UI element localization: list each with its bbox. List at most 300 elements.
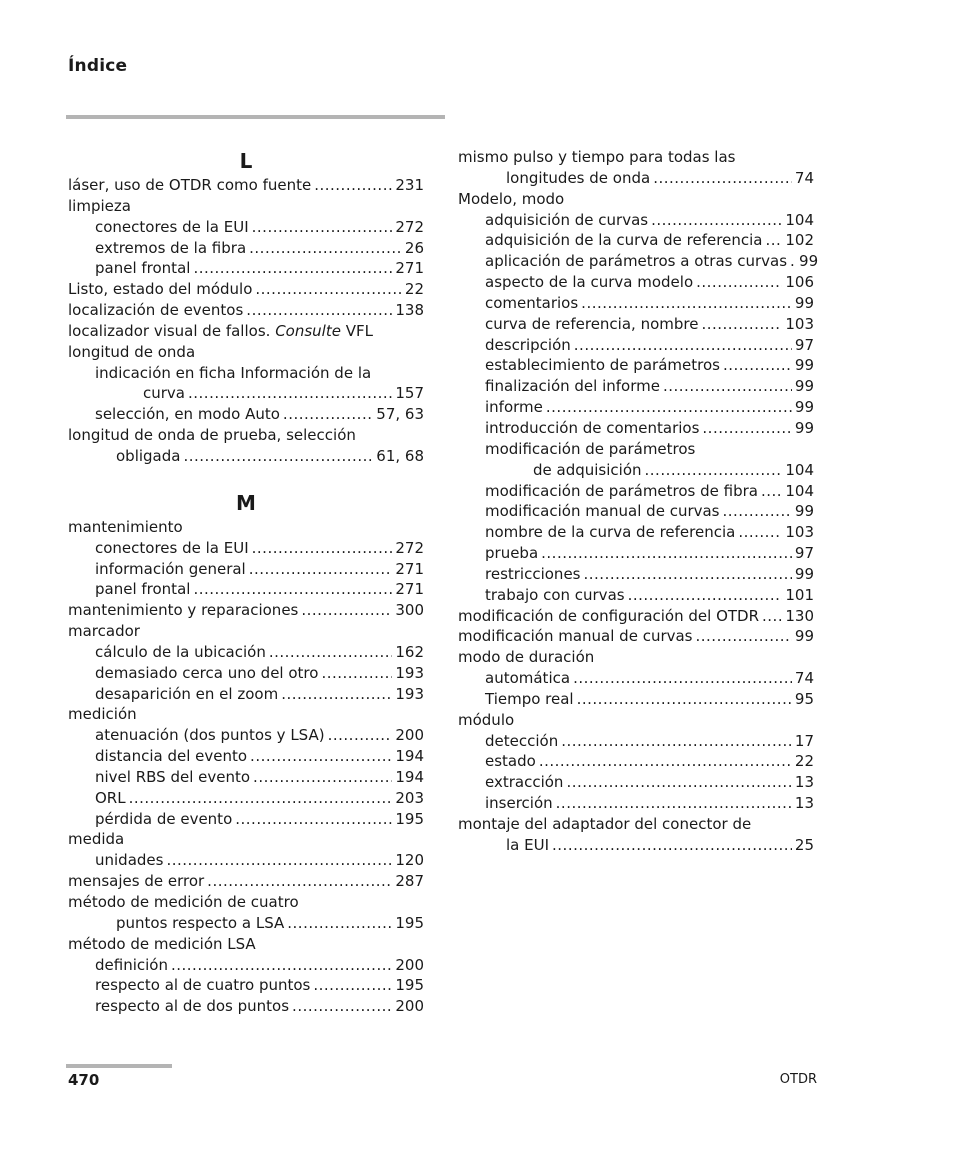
- entry-text: curva de referencia, nombre: [485, 314, 699, 333]
- entry-text: panel frontal: [95, 259, 191, 278]
- section-letter-l: L: [239, 149, 253, 173]
- entry-text: respecto al de cuatro puntos: [95, 976, 311, 995]
- entry-line: [68, 600, 424, 621]
- dot-leader: [252, 538, 393, 559]
- index-subentry: [68, 996, 424, 1017]
- entry-page-ref: 130: [785, 606, 814, 625]
- entry-line-continued: [68, 446, 424, 467]
- entry-text: distancia del evento: [95, 747, 248, 766]
- entry-page-ref: 26: [404, 238, 424, 257]
- entry-page-ref: 271: [395, 580, 424, 599]
- entry-line: [458, 814, 814, 835]
- index-subentry: [458, 501, 814, 522]
- index-subentry: [458, 439, 814, 481]
- entry-text: demasiado cerca uno del otro: [95, 663, 319, 682]
- entry-page-ref: 103: [785, 314, 814, 333]
- entry-line: [458, 647, 814, 668]
- entry-text: extracción: [485, 773, 564, 792]
- entry-line: [68, 892, 424, 913]
- entry-line: [485, 230, 814, 251]
- index-subentry: [458, 731, 814, 752]
- dot-leader: [628, 585, 783, 606]
- dot-leader: [207, 871, 392, 892]
- entry-text: extremos de la fibra: [95, 238, 247, 257]
- entry-text: automática: [485, 669, 571, 688]
- index-entry: [458, 814, 814, 856]
- entry-line: [95, 996, 424, 1017]
- entry-line: [95, 663, 424, 684]
- index-subentry: [458, 355, 814, 376]
- dot-leader: [328, 725, 393, 746]
- entry-page-ref: 99: [794, 377, 814, 396]
- entry-line: [95, 850, 424, 871]
- index-entry: [68, 934, 424, 955]
- index-entry: [68, 621, 424, 642]
- entry-line: [485, 376, 814, 397]
- index-subentry: [68, 258, 424, 279]
- entry-line: [485, 251, 819, 272]
- entry-page-ref: 193: [395, 684, 424, 703]
- index-subentry: [458, 230, 814, 251]
- dot-leader: [314, 175, 392, 196]
- entry-page-ref: 99: [794, 293, 814, 312]
- document-name: OTDR: [779, 1072, 817, 1087]
- index-subentry: [458, 793, 814, 814]
- dot-leader: [183, 446, 373, 467]
- entry-text: definición: [95, 955, 168, 974]
- dot-leader: [696, 626, 792, 647]
- entry-text: marcador: [68, 622, 140, 641]
- entry-line: [485, 293, 814, 314]
- dot-leader: [723, 501, 792, 522]
- index-subentry: [68, 363, 424, 405]
- entry-page-ref: 200: [395, 955, 424, 974]
- entry-text: medición: [68, 705, 137, 724]
- entry-page-ref: 13: [794, 794, 814, 813]
- dot-leader: [702, 418, 792, 439]
- entry-line: [95, 642, 424, 663]
- dot-leader: [574, 335, 792, 356]
- index-subentry: [458, 751, 814, 772]
- entry-line: [458, 626, 814, 647]
- entry-line: [485, 355, 814, 376]
- index-entry: [458, 647, 814, 668]
- dot-leader: [193, 258, 392, 279]
- entry-text: descripción: [485, 335, 571, 354]
- entry-text: indicación en ficha Información de la: [95, 363, 372, 382]
- entry-page-ref: 101: [785, 585, 814, 604]
- dot-leader: [246, 300, 392, 321]
- entry-page-ref: 195: [395, 976, 424, 995]
- entry-text: establecimiento de parámetros: [485, 356, 720, 375]
- entry-page-ref: 157: [395, 384, 424, 403]
- entry-text: longitud de onda de prueba, selección: [68, 426, 356, 445]
- entry-page-ref: 104: [785, 481, 814, 500]
- entry-text: restricciones: [485, 564, 581, 583]
- entry-page-ref: 195: [395, 809, 424, 828]
- section-spacer: [68, 467, 424, 489]
- entry-line: [485, 210, 814, 231]
- entry-text: Modelo, modo: [458, 189, 565, 208]
- entry-line: [95, 725, 424, 746]
- index-entry: [458, 626, 814, 647]
- index-entry: [458, 147, 814, 189]
- dot-leader: [581, 293, 792, 314]
- header-title: Índice: [68, 56, 128, 76]
- entry-line: [485, 418, 814, 439]
- index-subentry: [68, 559, 424, 580]
- index-subentry: [458, 668, 814, 689]
- entry-text: nombre de la curva de referencia: [485, 523, 736, 542]
- dot-leader: [269, 642, 393, 663]
- index-subentry: [458, 397, 814, 418]
- entry-text: láser, uso de OTDR como fuente: [68, 176, 312, 194]
- entry-line: [95, 975, 424, 996]
- entry-page-ref: 272: [395, 217, 424, 236]
- dot-leader: [301, 600, 392, 621]
- entry-text: modificación de parámetros de fibra: [485, 481, 758, 500]
- entry-line-continued: [458, 835, 814, 856]
- dot-leader: [790, 251, 796, 272]
- entry-text: informe: [485, 398, 543, 417]
- dot-leader: [761, 481, 782, 502]
- entry-line: [485, 772, 814, 793]
- entry-line: [68, 829, 424, 850]
- entry-line: [95, 538, 424, 559]
- index-subentry: [68, 767, 424, 788]
- entry-text: ORL: [95, 788, 126, 807]
- index-subentry: [458, 418, 814, 439]
- entry-see-reference: Consulte: [275, 321, 341, 340]
- dot-leader: [653, 168, 792, 189]
- entry-text-continued: curva: [143, 384, 185, 403]
- dot-leader: [541, 543, 792, 564]
- entry-page-ref: 300: [395, 601, 424, 620]
- dot-leader: [696, 272, 782, 293]
- entry-page-ref: 99: [794, 398, 814, 417]
- entry-text: adquisición de curvas: [485, 210, 649, 229]
- index-subentry: [68, 538, 424, 559]
- entry-page-ref: 162: [395, 642, 424, 661]
- entry-text: conectores de la EUI: [95, 538, 249, 557]
- entry-text: cálculo de la ubicación: [95, 642, 266, 661]
- dot-leader: [166, 850, 392, 871]
- dot-leader: [250, 746, 392, 767]
- entry-text: Listo, estado del módulo: [68, 280, 253, 299]
- index-entry: [68, 704, 424, 725]
- entry-see-target: VFL: [345, 321, 373, 340]
- entry-page-ref: 97: [794, 335, 814, 354]
- dot-leader: [283, 404, 373, 425]
- index-entry: [68, 517, 424, 538]
- entry-text: medida: [68, 830, 125, 849]
- dot-leader: [765, 230, 782, 251]
- entry-line-continued: [95, 383, 424, 404]
- entry-line: [95, 788, 424, 809]
- index-subentry: [458, 772, 814, 793]
- entry-text: montaje del adaptador del conector de: [458, 815, 752, 833]
- index-column-left: [68, 147, 424, 1017]
- entry-line: [68, 425, 424, 446]
- entry-line: [485, 668, 814, 689]
- entry-page-ref: 99: [794, 502, 814, 521]
- entry-line: [68, 704, 424, 725]
- entry-text: unidades: [95, 851, 164, 870]
- entry-text-continued: longitudes de onda: [506, 168, 651, 187]
- dot-leader: [235, 809, 392, 830]
- index-subentry: [68, 850, 424, 871]
- dot-leader: [723, 355, 792, 376]
- entry-line-continued: [485, 460, 814, 481]
- dot-leader: [171, 955, 392, 976]
- entry-text: modificación manual de curvas: [458, 627, 693, 646]
- entry-page-ref: 104: [785, 460, 814, 479]
- entry-line: [95, 258, 424, 279]
- entry-line: [485, 731, 814, 752]
- index-subentry: [458, 251, 819, 272]
- entry-line: [458, 710, 814, 731]
- entry-page-ref: 104: [785, 210, 814, 229]
- entry-line: [485, 314, 814, 335]
- dot-leader: [645, 460, 783, 481]
- entry-text: mantenimiento: [68, 517, 183, 536]
- entry-page-ref: 57, 63: [376, 405, 424, 424]
- index-subentry: [68, 217, 424, 238]
- entry-text: detección: [485, 731, 559, 750]
- entry-line: [68, 934, 424, 955]
- index-entry: [68, 279, 424, 300]
- entry-page-ref: 99: [794, 564, 814, 583]
- entry-text: mismo pulso y tiempo para todas las: [458, 148, 736, 166]
- entry-page-ref: 74: [794, 669, 814, 688]
- entry-line: [68, 621, 424, 642]
- index-subentry: [68, 725, 424, 746]
- dot-leader: [321, 663, 392, 684]
- dot-leader: [552, 835, 792, 856]
- entry-line: [458, 147, 814, 168]
- entry-text: mensajes de error: [68, 872, 205, 891]
- index-subentry: [458, 210, 814, 231]
- entry-text: aspecto de la curva modelo: [485, 273, 694, 292]
- dot-leader: [546, 397, 792, 418]
- index-entry: [68, 321, 424, 342]
- entry-line: [95, 559, 424, 580]
- index-subentry: [458, 335, 814, 356]
- entry-text: modificación de configuración del OTDR: [458, 606, 760, 625]
- entry-text-continued: de adquisición: [533, 460, 642, 479]
- index-subentry: [68, 579, 424, 600]
- index-entry: [68, 425, 424, 467]
- dot-leader: [249, 559, 393, 580]
- dot-leader: [573, 668, 792, 689]
- index-subentry: [458, 543, 814, 564]
- dot-leader: [313, 975, 392, 996]
- dot-leader: [252, 217, 393, 238]
- index-entry: [458, 606, 814, 627]
- index-subentry: [458, 293, 814, 314]
- entry-page-ref: 25: [794, 835, 814, 854]
- entry-page-ref: 203: [395, 788, 424, 807]
- entry-line: [68, 279, 424, 300]
- index-subentry: [458, 314, 814, 335]
- entry-line: [485, 689, 814, 710]
- entry-line: [95, 217, 424, 238]
- dot-leader: [584, 564, 792, 585]
- index-entry: [68, 892, 424, 934]
- index-subentry: [68, 746, 424, 767]
- entry-page-ref: 200: [395, 997, 424, 1016]
- entry-page-ref: 271: [395, 559, 424, 578]
- entry-text: adquisición de la curva de referencia: [485, 231, 763, 250]
- index-subentry: [68, 663, 424, 684]
- dot-leader: [249, 238, 402, 259]
- entry-page-ref: 195: [395, 913, 424, 932]
- dot-leader: [292, 996, 392, 1017]
- index-subentry: [68, 684, 424, 705]
- index-subentry: [458, 689, 814, 710]
- entry-text: trabajo con curvas: [485, 585, 625, 604]
- entry-page-ref: 272: [395, 538, 424, 557]
- entry-line: [95, 579, 424, 600]
- entry-page-ref: 17: [794, 731, 814, 750]
- entry-text: desaparición en el zoom: [95, 684, 279, 703]
- entry-line: [95, 238, 424, 259]
- entry-line: [485, 501, 814, 522]
- entry-text: aplicación de parámetros a otras curvas: [485, 252, 788, 271]
- entry-line: [95, 404, 424, 425]
- entry-page-ref: 22: [404, 280, 424, 299]
- entry-page-ref: 102: [785, 231, 814, 250]
- entry-text: módulo: [458, 710, 515, 729]
- entry-page-ref: 106: [785, 273, 814, 292]
- index-entry: [68, 196, 424, 217]
- index-entry: [458, 710, 814, 731]
- index-subentry: [68, 809, 424, 830]
- entry-page-ref: 287: [395, 872, 424, 891]
- index-column-right: [458, 147, 819, 856]
- entry-line: [485, 481, 814, 502]
- index-entry: [68, 342, 424, 363]
- index-entry: [68, 829, 424, 850]
- dot-leader: [193, 579, 392, 600]
- dot-leader: [738, 522, 782, 543]
- entry-text: estado: [485, 752, 536, 771]
- entry-page-ref: 61, 68: [376, 446, 424, 465]
- entry-page-ref: 138: [395, 301, 424, 320]
- dot-leader: [651, 210, 782, 231]
- entry-page-ref: 99: [794, 627, 814, 646]
- index-entry: [68, 300, 424, 321]
- entry-line: [485, 522, 814, 543]
- dot-leader: [663, 376, 792, 397]
- entry-page-ref: 193: [395, 663, 424, 682]
- entry-page-ref: 22: [794, 752, 814, 771]
- index-subentry: [68, 238, 424, 259]
- entry-line: [458, 189, 814, 210]
- index-subentry: [458, 376, 814, 397]
- entry-line: [485, 272, 814, 293]
- entry-line: [485, 585, 814, 606]
- entry-text: atenuación (dos puntos y LSA): [95, 726, 325, 745]
- entry-text: método de medición de cuatro: [68, 893, 299, 911]
- dot-leader: [188, 383, 392, 404]
- entry-text: limpieza: [68, 196, 131, 215]
- index-entry: [68, 175, 424, 196]
- entry-line: [485, 793, 814, 814]
- entry-text: conectores de la EUI: [95, 217, 249, 236]
- index-entry: [68, 871, 424, 892]
- index-subentry: [458, 481, 814, 502]
- entry-page-ref: 271: [395, 259, 424, 278]
- entry-page-ref: 99: [794, 356, 814, 375]
- index-entry: [68, 600, 424, 621]
- index-subentry: [458, 564, 814, 585]
- footer-rule: [66, 1064, 172, 1068]
- dot-leader: [566, 772, 791, 793]
- dot-leader: [287, 913, 392, 934]
- index-subentry: [68, 642, 424, 663]
- entry-text: información general: [95, 559, 246, 578]
- index-entry: [458, 189, 814, 210]
- entry-line: [485, 335, 814, 356]
- index-subentry: [68, 404, 424, 425]
- entry-line: [68, 300, 424, 321]
- entry-text: finalización del informe: [485, 377, 660, 396]
- index-subentry: [458, 522, 814, 543]
- entry-text: comentarios: [485, 293, 579, 312]
- entry-text: panel frontal: [95, 580, 191, 599]
- entry-line-continued: [68, 913, 424, 934]
- entry-line-continued: [458, 168, 814, 189]
- index-subentry: [458, 272, 814, 293]
- entry-page-ref: 99: [794, 418, 814, 437]
- index-subentry: [68, 975, 424, 996]
- dot-leader: [255, 279, 402, 300]
- entry-line: [485, 751, 814, 772]
- entry-text: inserción: [485, 794, 553, 813]
- dot-leader: [561, 731, 792, 752]
- entry-text: introducción de comentarios: [485, 418, 700, 437]
- entry-text: mantenimiento y reparaciones: [68, 601, 299, 620]
- entry-text: localización de eventos: [68, 301, 244, 320]
- entry-line: [95, 767, 424, 788]
- entry-text: Tiempo real: [485, 689, 574, 708]
- header-rule: [66, 115, 445, 119]
- entry-line: [485, 439, 814, 460]
- entry-page-ref: 200: [395, 726, 424, 745]
- entry-text: localizador visual de fallos.: [68, 321, 271, 340]
- section-letter-m: M: [236, 490, 256, 515]
- dot-leader: [129, 788, 393, 809]
- entry-text: método de medición LSA: [68, 934, 256, 953]
- dot-leader: [253, 767, 392, 788]
- entry-line: [485, 564, 814, 585]
- entry-text: prueba: [485, 544, 539, 563]
- entry-line: [68, 196, 424, 217]
- entry-text: selección, en modo Auto: [95, 405, 280, 424]
- entry-line: [68, 175, 424, 196]
- entry-line: [68, 342, 424, 363]
- dot-leader: [577, 689, 792, 710]
- entry-page-ref: 97: [794, 544, 814, 563]
- entry-line: [485, 397, 814, 418]
- entry-text-continued: obligada: [116, 446, 181, 465]
- entry-line: [485, 543, 814, 564]
- entry-text: respecto al de dos puntos: [95, 997, 290, 1016]
- entry-line: [95, 955, 424, 976]
- entry-page-ref: 194: [395, 767, 424, 786]
- entry-line: [95, 809, 424, 830]
